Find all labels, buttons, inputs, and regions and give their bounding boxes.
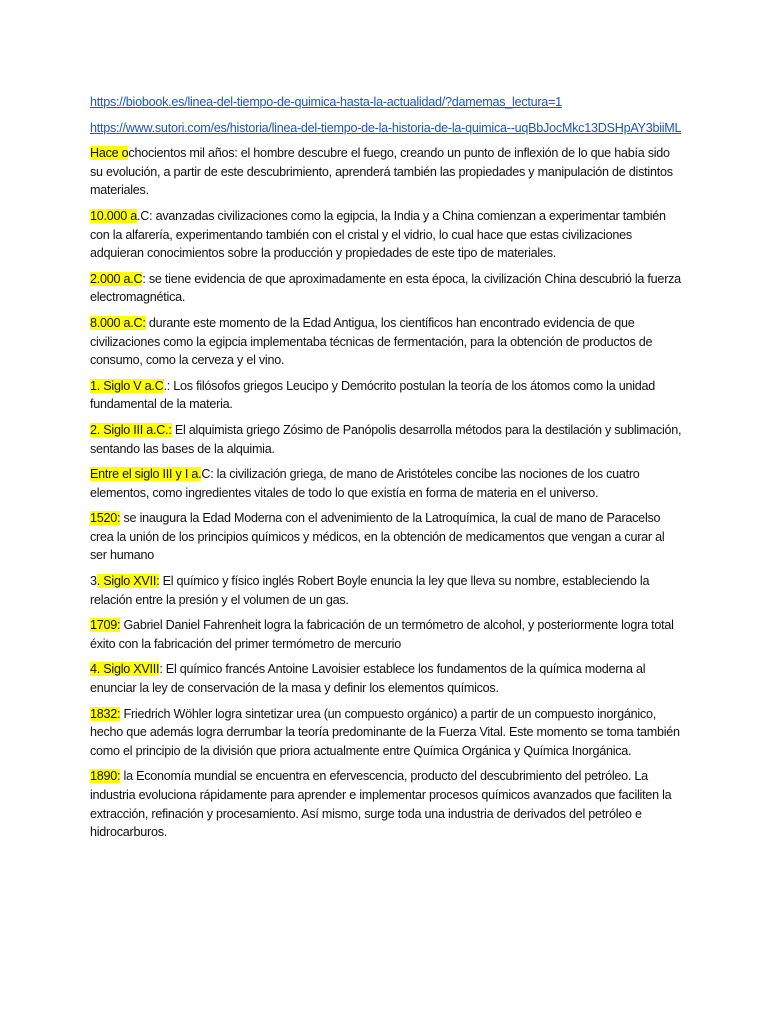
- entry-highlight: 1890:: [90, 769, 121, 784]
- entry-text: .: Los filósofos griegos Leucipo y Demócrito postulan la teoría de los átomos como la unidad fundamental de la materia.: [90, 378, 656, 412]
- timeline-entry: [90, 616, 682, 653]
- entry-text: : se tiene evidencia de que aproximadamente en esta época, la civilización China descubrió la fuerza electromagnética.: [90, 271, 681, 305]
- entry-highlight: 1832:: [90, 706, 121, 721]
- entry-highlight: 4. Siglo XVIII: [90, 662, 160, 677]
- entry-text: Gabriel Daniel Fahrenheit logra la fabricación de un termómetro de alcohol, y posteriormente logra total éxito con la fabricación del primer termómetro de mercurio: [90, 618, 674, 651]
- entry-highlight: 10.000 a: [90, 208, 138, 223]
- entry-text: El químico y físico inglés Robert Boyle enuncia la ley que lleva su nombre, estableciendo la relación entre la presión y el volumen de un gas.: [90, 574, 650, 607]
- entry-text: .C: avanzadas civilizaciones como la egipcia, la India y a China comienzan a experimentar también con la alfarería, experimentando también con el cristal y el vidrio, lo cual hace que estas civilizaciones adquieran conocimientos sobre la producción y propiedades de este tipo de materiales.: [90, 208, 666, 261]
- entry-highlight: Entre el siglo III y I a.: [90, 467, 202, 482]
- entry-highlight: 1709:: [90, 618, 121, 633]
- timeline-entry: [90, 377, 682, 414]
- entry-text: Friedrich Wöhler logra sintetizar urea (un compuesto orgánico) a partir de un compuesto inorgánico, hecho que además logra derrumbar la teoría predominante de la Fuerza Vital. Este momento se toma también como el principio de la división que priora actualmente entre Química Orgánica y Química Inorgánica.: [90, 706, 680, 758]
- timeline-entry: [90, 660, 682, 697]
- timeline-entry: [90, 270, 682, 307]
- entry-text: se inaugura la Edad Moderna con el advenimiento de la Latroquímica, la cual de mano de Paracelso crea la unión de los principios químicos y médicos, en la obtención de medicamentos que vengan a curar al ser humano: [90, 511, 665, 563]
- entry-highlight: Hace o: [90, 146, 129, 161]
- entry-text: : El químico francés Antoine Lavoisier establece los fundamentos de la química moderna al enunciar la ley de conservación de la masa y definir los elementos químicos.: [90, 662, 646, 696]
- document-page: [90, 93, 682, 849]
- entry-highlight: 1520:: [90, 511, 121, 526]
- timeline-entry: [90, 705, 682, 761]
- entry-highlight: 8.000 a.C:: [90, 315, 146, 330]
- timeline-entry: [90, 767, 682, 841]
- reference-link-biobook[interactable]: https://biobook.es/linea-del-tiempo-de-quimica-hasta-la-actualidad/?damemas_lectura=1: [90, 95, 562, 109]
- entry-text: C: la civilización griega, de mano de Aristóteles concibe las nociones de los cuatro elementos, como ingredientes vitales de todo lo que existía en forma de materia en el universo.: [90, 467, 640, 500]
- entry-text: chocientos mil años: el hombre descubre el fuego, creando un punto de inflexión de lo que había sido su evolución, a partir de este descubrimiento, aprenderá también las propiedades y manipulación de distintos materiales.: [90, 146, 673, 198]
- timeline-entry: [90, 144, 682, 200]
- entry-prefix: 3: [90, 574, 97, 589]
- reference-link-sutori[interactable]: https://www.sutori.com/es/historia/linea-del-tiempo-de-la-historia-de-la-quimica--uqBbJocMkc13DSHpAY3biiML: [90, 120, 682, 135]
- timeline-entry: [90, 572, 682, 609]
- entry-highlight: . Siglo XVII:: [96, 574, 160, 589]
- entry-highlight: 2. Siglo III a.C.:: [90, 422, 172, 437]
- entry-highlight: 1. Siglo V a.C: [90, 378, 164, 393]
- entry-highlight: 2.000 a.C: [90, 271, 143, 286]
- timeline-entry: [90, 207, 682, 263]
- timeline-entry: [90, 509, 682, 565]
- entry-text: la Economía mundial se encuentra en efervescencia, producto del descubrimiento del petróleo. La industria evoluciona rápidamente para aprender e implementar procesos químicos avanzados que faciliten la extracción, refinación y procesamiento. Así mismo, surge toda una industria de derivados del petróleo e hidrocarburos.: [90, 769, 672, 840]
- timeline-entry: [90, 421, 682, 458]
- entry-text: El alquimista griego Zósimo de Panópolis desarrolla métodos para la destilación y sublimación, sentando las bases de la alquimia.: [90, 422, 682, 456]
- timeline-entry: [90, 465, 682, 502]
- timeline-entry: [90, 314, 682, 370]
- entry-text: durante este momento de la Edad Antigua, los científicos han encontrado evidencia de que civilizaciones como la egipcia implementaba técnicas de fermentación, para la obtención de productos de consumo, como la cerveza y el vino.: [90, 315, 653, 368]
